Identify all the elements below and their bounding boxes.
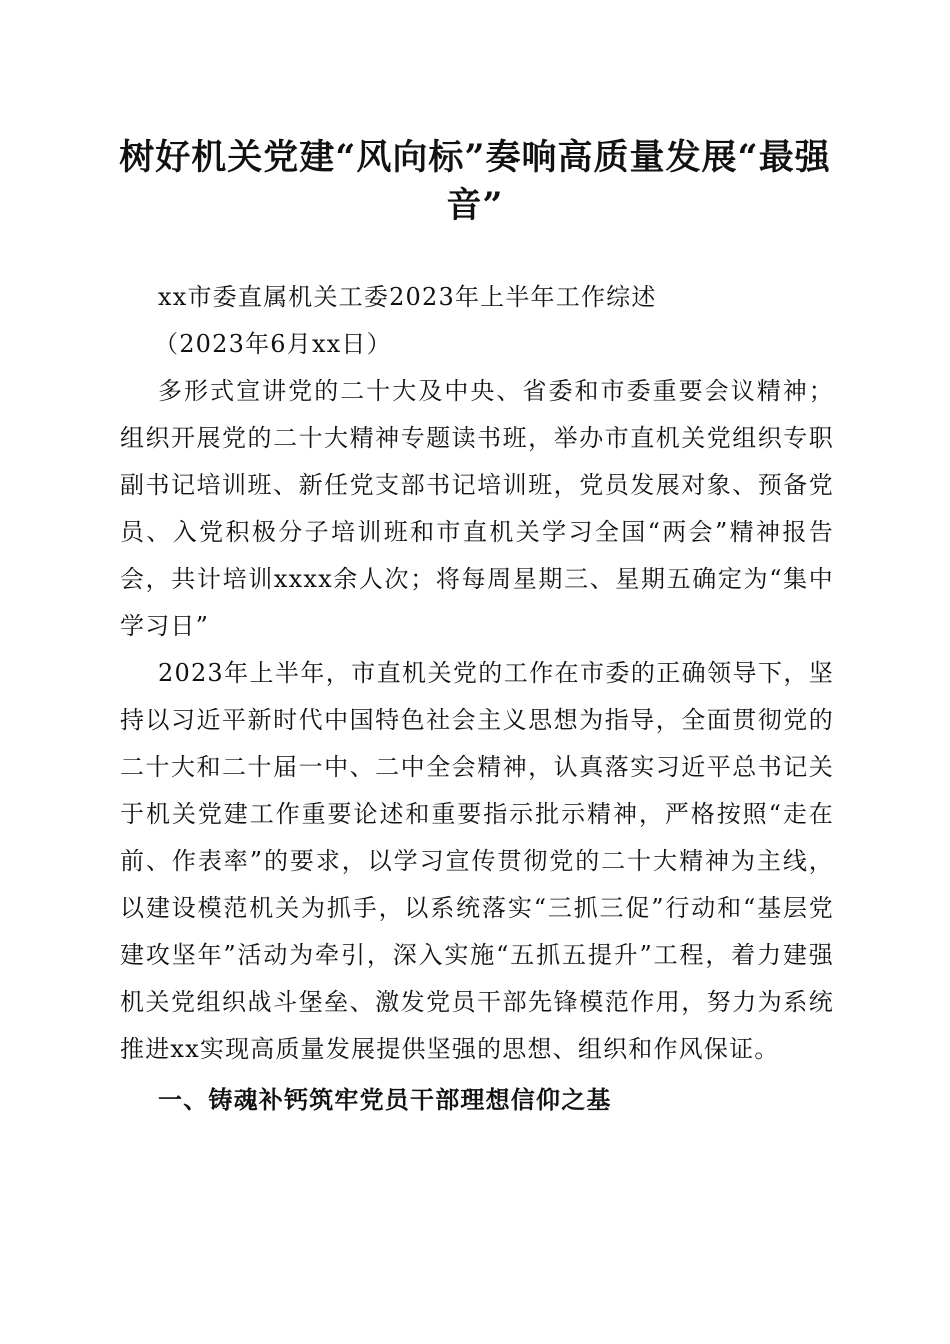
paragraph-2: 2023年上半年，市直机关党的工作在市委的正确领导下，坚持以习近平新时代中国特色社会主义思想为指导，全面贯彻党的二十大和二十届一中、二中全会精神，认真落实习近平总书记关于机关党建工作重要论述和重要指示批示精神，严格按照“走在前、作表率”的要求，以学习宣传贯彻党的二十大精神为主线，以建设模范机关为抓手，以系统落实“三抓三促”行动和“基层党建攻坚年”活动为牵引，深入实施“五抓五提升”工程，着力建强机关党组织战斗堡垒、激发党员干部先锋模范作用，努力为系统推进xx实现高质量发展提供坚强的思想、组织和作风保证。 (120, 659, 834, 1063)
document-date: （2023年6月xx日） (154, 330, 392, 358)
section-heading: 一、铸魂补钙筑牢党员干部理想信仰之基 (158, 1086, 612, 1114)
document-body (120, 274, 834, 1124)
document-subtitle: xx市委直属机关工委2023年上半年工作综述 (158, 283, 657, 311)
paragraph-1: 多形式宣讲党的二十大及中央、省委和市委重要会议精神；组织开展党的二十大精神专题读书班，举办市直机关党组织专职副书记培训班、新任党支部书记培训班，党员发展对象、预备党员、入党积极分子培训班和市直机关学习全国“两会”精神报告会，共计培训xxxx余人次；将每周星期三、星期五确定为“集中学习日” (120, 377, 834, 640)
document-title: 树好机关党建“风向标”奏响高质量发展“最强音” (119, 137, 831, 226)
